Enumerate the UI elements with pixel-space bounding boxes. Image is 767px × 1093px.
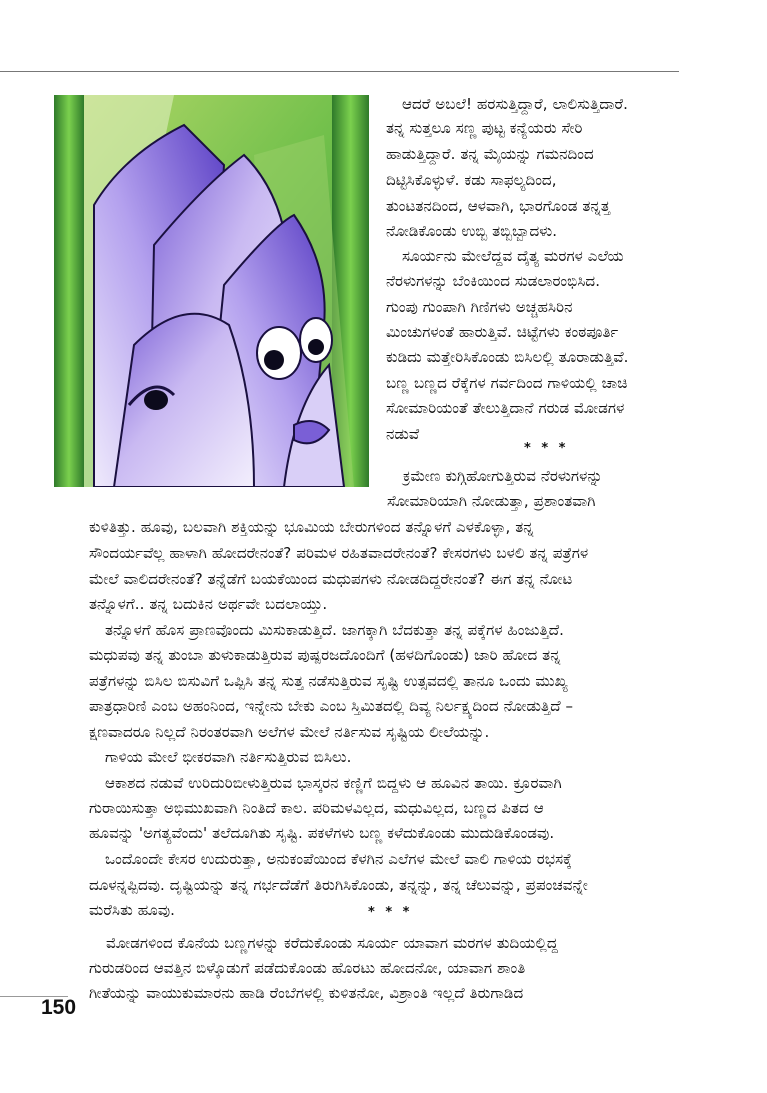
- text-line: ಒಂದೊಂದೇ ಕೇಸರ ಉದುರುತ್ತಾ, ಅನುಕಂಪೆಯಿಂದ ಕೆಳಗಿನ ಎಲೆಗಳ ಮೇಲೆ ವಾಲಿ ಗಾಳಿಯ ರಭಸಕ್ಕೆ: [105, 850, 573, 868]
- text-line: ಕ್ರಮೇಣ ಕುಗ್ಗಿಹೋಗುತ್ತಿರುವ ನೆರಳುಗಳನ್ನು: [403, 467, 603, 485]
- text-line: ಸೋಮಾರಿಯಂತೆ ತೇಲುತ್ತಿದಾನೆ ಗರುಡ ಮೋಡಗಳ: [386, 399, 625, 417]
- text-line: ಆಕಾಶದ ನಡುವೆ ಉರಿದುರಿಬೀಳುತ್ತಿರುವ ಭಾಸ್ಕರನ ಕಣ್ಣಿಗೆ ಬಿದ್ದಳು ಆ ಹೂವಿನ ತಾಯಿ. ಕ್ರೂರವಾಗಿ: [105, 774, 562, 792]
- text-line: ಗಾಳಿಯ ಮೇಲೆ ಭೀಕರವಾಗಿ ನರ್ತಿಸುತ್ತಿರುವ ಬಿಸಿಲು.: [105, 748, 352, 766]
- text-line: ಪತ್ರೆಗಳನ್ನು ಬಿಸಿಲ ಬಿಸುವಿಗೆ ಒಪ್ಪಿಸಿ ತನ್ನ ಸುತ್ತ ನಡೆಸುತ್ತಿರುವ ಸೃಷ್ಟಿ ಉತ್ಸವದಲ್ಲಿ ತಾನೂ ಒಂದು ಮುಖ್ಯ: [89, 672, 568, 690]
- text-line: ನಡುವೆ: [386, 425, 420, 443]
- text-line: ನೆರಳುಗಳನ್ನು ಬೆಂಕಿಯಿಂದ ಸುಡಲಾರಂಭಿಸಿದ.: [386, 272, 601, 290]
- text-line: ಸೋಮಾರಿಯಾಗಿ ನೋಡುತ್ತಾ, ಪ್ರಶಾಂತವಾಗಿ: [387, 492, 596, 510]
- text-line: ಕ್ಷಣವಾದರೂ ನಿಲ್ಲದೆ ನಿರಂತರವಾಗಿ ಅಲೆಗಳ ಮೇಲೆ ನರ್ತಿಸುವ ಸೃಷ್ಟಿಯ ಲೀಲೆಯನ್ನು.: [89, 723, 490, 741]
- text-line: ದಿಟ್ಟಿಸಿಕೊಳ್ಳುಳೆ. ಕಡು ಸಾಫಲ್ಯದಿಂದ,: [386, 171, 557, 189]
- text-line: ದೂಳನ್ನಪ್ಪಿದವು. ದೃಷ್ಟಿಯನ್ನು ತನ್ನ ಗರ್ಭದೆಡೆಗೆ ತಿರುಗಿಸಿಕೊಂಡು, ತನ್ನನ್ನು, ತನ್ನ ಚೆಲುವನ್ನು, ಪ್ರಪಂಚವನ್ನೇ: [89, 876, 588, 894]
- text-line: ಸೂರ್ಯನು ಮೇಲೆದ್ದವ ದೈತ್ಯ ಮರಗಳ ಎಲೆಯ: [402, 247, 624, 265]
- text-line: ತನ್ನೊಳಗೆ.. ತನ್ನ ಬದುಕಿನ ಅರ್ಥವೇ ಬದಲಾಯ್ತು.: [89, 595, 328, 613]
- text-line: ಮಧುಪವು ತನ್ನ ತುಂಬಾ ತುಳುಕಾಡುತ್ತಿರುವ ಪುಷ್ಪರಜದೊಂದಿಗೆ (ಹಳದಿಗೊಂಡು) ಜಾರಿ ಹೋದ ತನ್ನ: [89, 646, 561, 664]
- section-separator: * * *: [524, 441, 569, 456]
- text-line: ಆದರೆ ಅಬಲೆ! ಹರಸುತ್ತಿದ್ದಾರೆ, ಲಾಲಿಸುತ್ತಿದಾರೆ.: [402, 95, 628, 113]
- text-line: ಗೀತೆಯನ್ನು ವಾಯುಕುಮಾರನು ಹಾಡಿ ರೆಂಬೆಗಳಲ್ಲಿ ಕುಳಿತನೋ, ವಿಶ್ರಾಂತಿ ಇಲ್ಲದೆ ತಿರುಗಾಡಿದ: [89, 984, 524, 1002]
- text-line: ಸೌಂದರ್ಯವೆಲ್ಲ ಹಾಳಾಗಿ ಹೋದರೇನಂತೆ? ಪರಿಮಳ ರಹಿತವಾದರೇನಂತೆ? ಕೇಸರಗಳು ಬಳಲಿ ತನ್ನ ಪತ್ರೆಗಳ: [89, 544, 589, 562]
- text-line: ತನ್ನ ಸುತ್ತಲೂ ಸಣ್ಣ ಪುಟ್ಟ ಕನ್ಯೆಯರು ಸೇರಿ: [386, 119, 583, 137]
- text-line: ಮರೆಸಿತು ಹೂವು.: [89, 901, 176, 919]
- text-line: ನೋಡಿಕೊಂಡು ಉಬ್ಬಿ ತಬ್ಬಿಬ್ಬಾದಳು.: [386, 222, 558, 240]
- text-line: ಪಾತ್ರಧಾರಿಣಿ ಎಂಬ ಅಹಂನಿಂದ, ಇನ್ನೇನು ಬೇಕು ಎಂಬ ಸ್ತಿಮಿತದಲ್ಲಿ ದಿವ್ಯ ನಿರ್ಲಕ್ಷ್ಯದಿಂದ ನೋಡುತ್ತಿದೆ –: [89, 697, 574, 715]
- text-line: ಮೇಲೆ ವಾಲಿದರೇನಂತೆ? ತನ್ನೆಡೆಗೆ ಬಯಕೆಯಿಂದ ಮಧುಪಗಳು ನೋಡದಿದ್ದರೇನಂತೆ? ಈಗ ತನ್ನ ನೋಟ: [89, 570, 573, 588]
- text-line: ಹಾಡುತ್ತಿದ್ದಾರೆ. ತನ್ನ ಮೈಯನ್ನು ಗಮನದಿಂದ: [386, 145, 594, 163]
- text-line: ತನ್ನೊಳಗೆ ಹೊಸ ಪ್ರಾಣವೊಂದು ಮಿಸುಕಾಡುತ್ತಿದೆ. ಜಾಗಕ್ಕಾಗಿ ಬೆದಕುತ್ತಾ ತನ್ನ ಪಕ್ಕೆಗಳ ಹಿಂಜುತ್ತಿದೆ.: [105, 621, 565, 639]
- text-line: ಕುಳಿತಿತ್ತು. ಹೂವು, ಬಲವಾಗಿ ಶಕ್ತಿಯನ್ನು ಭೂಮಿಯ ಬೇರುಗಳಿಂದ ತನ್ನೊಳಗೆ ಎಳಕೊಳ್ಳಾ, ತನ್ನ: [89, 518, 534, 536]
- text-line: ಬಣ್ಣ ಬಣ್ಣದ ರೆಕ್ಕೆಗಳ ಗರ್ವದಿಂದ ಗಾಳಿಯಲ್ಲಿ ಚಾಚಿ: [386, 374, 628, 392]
- section-separator: * * *: [368, 905, 413, 920]
- text-line: ತುಂಟತನದಿಂದ, ಆಳವಾಗಿ, ಭಾರಗೊಂಡ ತನ್ನತ್ತ: [386, 197, 611, 215]
- header-rule: [0, 71, 679, 72]
- text-line: ಗುಂಪು ಗುಂಪಾಗಿ ಗಿಣಿಗಳು ಅಚ್ಚಹಸಿರಿನ: [386, 298, 573, 316]
- text-line: ಹೂವನ್ನು 'ಅಗತ್ಯವೆಂದು' ತಲೆದೂಗಿತು ಸೃಷ್ಟಿ. ಪಕಳೆಗಳು ಬಣ್ಣ ಕಳೆದುಕೊಂಡು ಮುದುಡಿಕೊಂಡವು.: [89, 824, 555, 842]
- text-line: ಗುರುಡರಿಂದ ಆವತ್ತಿನ ಬಿಳ್ಕೊಡುಗೆ ಪಡೆದುಕೊಂಡು ಹೊರಟು ಹೋದನೋ, ಯಾವಾಗ ಶಾಂತಿ: [89, 959, 526, 977]
- text-line: ಗುರಾಯಿಸುತ್ತಾ ಅಭಿಮುಖವಾಗಿ ನಿಂತಿದೆ ಕಾಲ. ಪರಿಮಳವಿಲ್ಲದ, ಮಧುವಿಲ್ಲದ, ಬಣ್ಣದ ಪಿತದ ಆ: [89, 799, 544, 817]
- text-line: ಮೋಡಗಳಿಂದ ಕೊನೆಯ ಬಣ್ಣಗಳನ್ನು ಕರೆದುಕೊಂಡು ಸೂರ್ಯ ಯಾವಾಗ ಮರಗಳ ತುದಿಯಲ್ಲಿದ್ದ: [106, 934, 559, 952]
- text-line: ಮಿಂಚುಗಳಂತೆ ಹಾರುತ್ತಿವೆ. ಚಿಟ್ಟೆಗಳು ಕಂಠಪೂರ್ತಿ: [386, 323, 619, 341]
- page-number: 150: [41, 996, 77, 1019]
- flower-illustration: [54, 95, 369, 487]
- text-line: ಕುಡಿದು ಮತ್ತೇರಿಸಿಕೊಂಡು ಬಿಸಿಲಲ್ಲಿ ತೂರಾಡುತ್ತಿವೆ.: [386, 348, 629, 366]
